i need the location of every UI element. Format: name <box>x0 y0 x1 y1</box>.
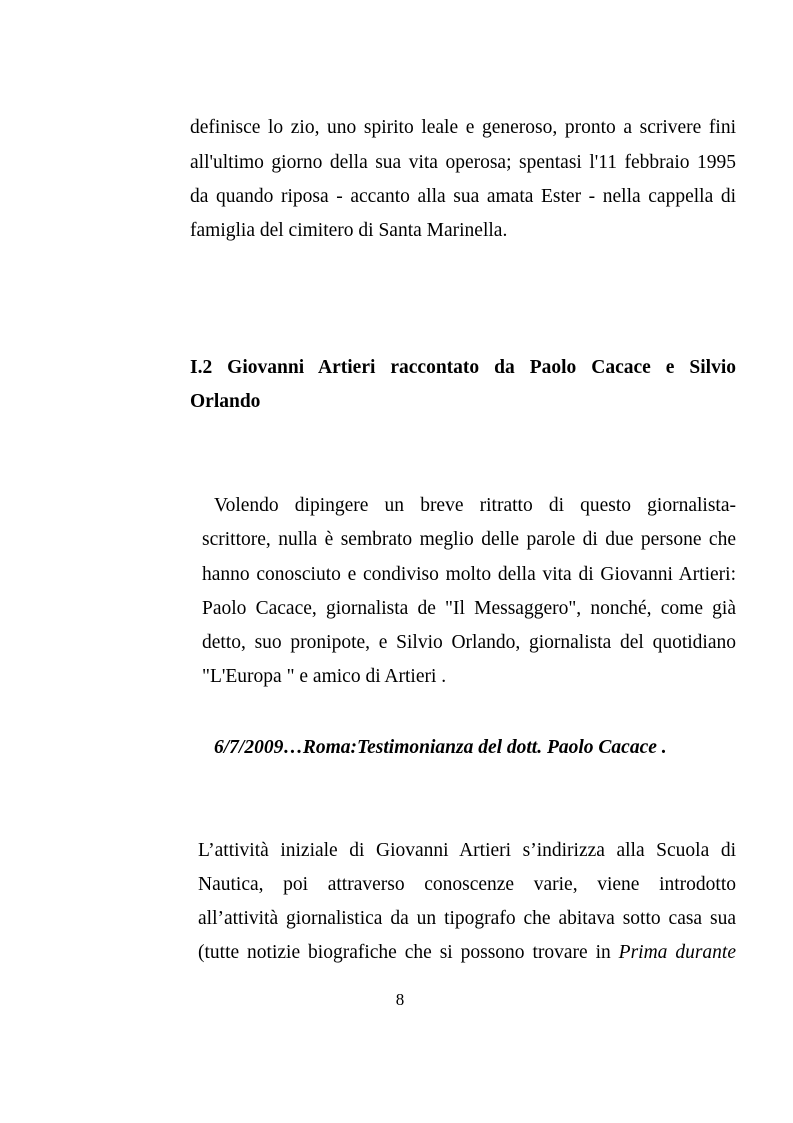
paragraph-2-line-6: "L'Europa " e amico di Artieri . <box>202 666 447 687</box>
paragraph-3-line-1: L’attività iniziale di Giovanni Artieri s’indirizza alla Scuola di <box>198 840 736 861</box>
testimony-title: 6/7/2009…Roma:Testimonianza del dott. Paolo Cacace . <box>214 737 667 758</box>
paragraph-1-line-1: definisce lo zio, uno spirito leale e generoso, pronto a scrivere fini <box>190 117 736 138</box>
paragraph-1-line-2: all'ultimo giorno della sua vita operosa; spentasi l'11 febbraio 1995 <box>190 152 736 173</box>
book-title-italic: Prima durante <box>618 942 736 963</box>
section-heading-line-2: Orlando <box>190 391 261 412</box>
paragraph-2-line-2: scrittore, nulla è sembrato meglio delle parole di due persone che <box>202 529 736 550</box>
paragraph-3-line-4-text: (tutte notizie biografiche che si possono trovare in <box>198 942 611 963</box>
paragraph-1-line-4: famiglia del cimitero di Santa Marinella. <box>190 220 508 241</box>
paragraph-2-line-5: detto, suo pronipote, e Silvio Orlando, giornalista del quotidiano <box>202 632 736 653</box>
paragraph-3-line-3: all’attività giornalistica da un tipografo che abitava sotto casa sua <box>198 908 736 929</box>
paragraph-3-line-4 <box>198 941 736 965</box>
paragraph-2-line-3: hanno conosciuto e condiviso molto della vita di Giovanni Artieri: <box>202 564 736 585</box>
paragraph-1-line-3: da quando riposa - accanto alla sua amata Ester - nella cappella di <box>190 186 736 207</box>
paragraph-2-line-1: Volendo dipingere un breve ritratto di questo giornalista- <box>214 495 736 516</box>
paragraph-3-line-2: Nautica, poi attraverso conoscenze varie, viene introdotto <box>198 874 736 895</box>
section-heading-line-1: I.2 Giovanni Artieri raccontato da Paolo Cacace e Silvio <box>190 357 736 378</box>
paragraph-2-line-4: Paolo Cacace, giornalista de "Il Messaggero", nonché, come già <box>202 598 736 619</box>
page-number: 8 <box>395 990 405 1009</box>
